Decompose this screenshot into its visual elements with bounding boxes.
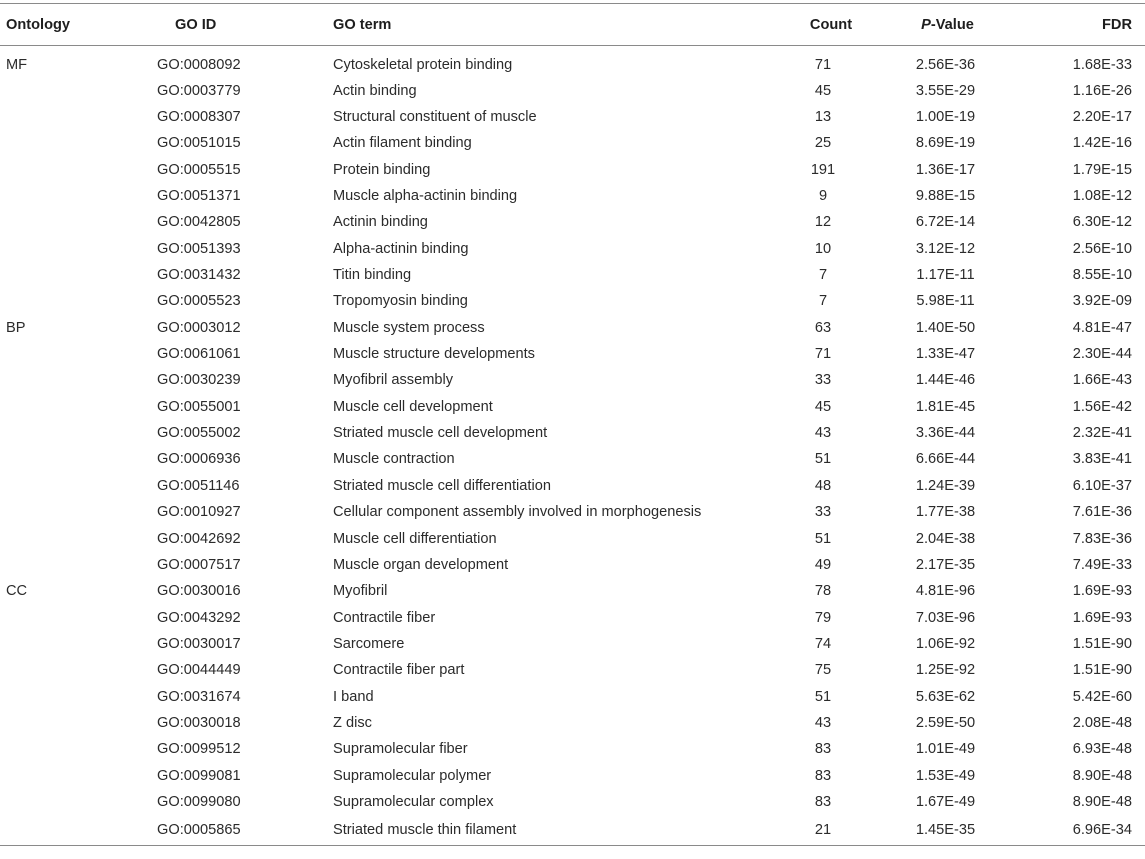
cell-p-value: 1.45E-35 bbox=[883, 815, 1008, 845]
cell-ontology bbox=[0, 236, 148, 262]
cell-fdr: 3.92E-09 bbox=[1072, 293, 1132, 310]
table-row bbox=[0, 736, 1145, 762]
cell-ontology bbox=[0, 499, 148, 525]
cell-count: 83 bbox=[814, 741, 832, 758]
cell-go-term: Muscle cell differentiation bbox=[333, 530, 497, 547]
cell-fdr: 2.30E-44 bbox=[1072, 346, 1132, 363]
cell-go-term: Myofibril assembly bbox=[333, 372, 454, 389]
cell-go-id: GO:0044449 bbox=[157, 662, 241, 679]
cell-go-id: GO:0003779 bbox=[157, 82, 241, 99]
cell-go-id: GO:0007517 bbox=[157, 556, 241, 573]
cell-count: 78 bbox=[814, 583, 832, 600]
cell-p-value: 6.66E-44 bbox=[915, 451, 976, 468]
cell-go-term: Cytoskeletal protein binding bbox=[333, 56, 513, 73]
cell-p-value: 1.01E-49 bbox=[915, 741, 976, 758]
cell-go-id: GO:0005523 bbox=[157, 293, 241, 310]
cell-go-term: Muscle system process bbox=[333, 319, 485, 336]
cell-ontology: BP bbox=[6, 319, 26, 336]
table-row bbox=[0, 789, 1145, 815]
cell-p-value: 3.12E-12 bbox=[915, 240, 976, 257]
cell-fdr: 7.49E-33 bbox=[1072, 556, 1132, 573]
cell-ontology bbox=[0, 762, 148, 788]
cell-go-term: Actinin binding bbox=[333, 214, 428, 231]
table-row bbox=[0, 446, 1145, 472]
header-p-value-rest: -Value bbox=[930, 16, 974, 33]
cell-fdr: 1.68E-33 bbox=[1072, 56, 1132, 73]
cell-p-value: 4.81E-96 bbox=[915, 583, 976, 600]
cell-go-term: Contractile fiber bbox=[333, 609, 436, 626]
cell-go-id: GO:0031432 bbox=[157, 267, 241, 284]
cell-count: 25 bbox=[814, 135, 832, 152]
cell-p-value: 1.53E-49 bbox=[915, 767, 976, 784]
cell-go-id: GO:0006936 bbox=[157, 451, 241, 468]
go-enrichment-table bbox=[0, 3, 1145, 846]
cell-go-term: Alpha-actinin binding bbox=[333, 240, 469, 257]
cell-go-id: GO:0051015 bbox=[157, 135, 241, 152]
table-row bbox=[0, 78, 1145, 104]
cell-go-id: GO:0030017 bbox=[157, 635, 241, 652]
table-row bbox=[0, 183, 1145, 209]
table-row bbox=[0, 473, 1145, 499]
cell-p-value: 2.17E-35 bbox=[915, 556, 976, 573]
cell-go-id: GO:0099512 bbox=[157, 741, 241, 758]
cell-ontology bbox=[0, 710, 148, 736]
cell-p-value: 1.44E-46 bbox=[915, 372, 976, 389]
cell-go-id: GO:0043292 bbox=[157, 609, 241, 626]
cell-count: 33 bbox=[814, 372, 832, 389]
table-row bbox=[0, 104, 1145, 130]
cell-ontology bbox=[0, 130, 148, 156]
cell-go-term: Striated muscle thin filament bbox=[333, 815, 763, 845]
cell-count: 75 bbox=[814, 662, 832, 679]
header-ontology: Ontology bbox=[0, 4, 148, 46]
cell-fdr: 8.55E-10 bbox=[1072, 267, 1132, 284]
cell-go-id: GO:0010927 bbox=[157, 504, 241, 521]
cell-ontology bbox=[0, 552, 148, 578]
cell-go-id: GO:0008307 bbox=[157, 109, 241, 126]
cell-ontology bbox=[0, 473, 148, 499]
table-row bbox=[0, 631, 1145, 657]
cell-go-id: GO:0051393 bbox=[157, 240, 241, 257]
table-row bbox=[0, 209, 1145, 235]
cell-go-term: Striated muscle cell development bbox=[333, 425, 548, 442]
cell-fdr: 1.79E-15 bbox=[1072, 161, 1132, 178]
cell-p-value: 1.77E-38 bbox=[915, 504, 976, 521]
cell-count: 83 bbox=[814, 767, 832, 784]
header-row bbox=[0, 4, 1145, 46]
table-row bbox=[0, 499, 1145, 525]
table-row bbox=[0, 762, 1145, 788]
cell-ontology bbox=[0, 367, 148, 393]
header-go-term: GO term bbox=[333, 4, 763, 46]
header-p-value bbox=[883, 4, 1008, 46]
cell-go-id: GO:0008092 bbox=[157, 56, 241, 73]
cell-go-id: GO:0031674 bbox=[157, 688, 241, 705]
cell-count: 48 bbox=[814, 477, 832, 494]
cell-go-term: Z disc bbox=[333, 714, 372, 731]
cell-count: 43 bbox=[814, 714, 832, 731]
cell-go-term: Supramolecular fiber bbox=[333, 741, 468, 758]
cell-ontology: MF bbox=[6, 56, 28, 73]
cell-fdr: 1.69E-93 bbox=[1072, 609, 1132, 626]
cell-fdr: 1.08E-12 bbox=[1072, 188, 1132, 205]
cell-count: 191 bbox=[810, 161, 836, 178]
cell-fdr: 8.90E-48 bbox=[1072, 767, 1132, 784]
table-row bbox=[0, 262, 1145, 288]
cell-count: 7 bbox=[818, 293, 828, 310]
cell-ontology bbox=[0, 104, 148, 130]
cell-p-value: 2.04E-38 bbox=[915, 530, 976, 547]
cell-fdr: 1.66E-43 bbox=[1072, 372, 1132, 389]
cell-p-value: 1.67E-49 bbox=[915, 793, 976, 810]
cell-count: 71 bbox=[814, 56, 832, 73]
cell-p-value: 1.36E-17 bbox=[915, 161, 976, 178]
cell-go-term: Contractile fiber part bbox=[333, 662, 465, 679]
cell-go-term: Protein binding bbox=[333, 161, 431, 178]
cell-go-term: Muscle cell development bbox=[333, 398, 493, 415]
cell-fdr: 1.69E-93 bbox=[1072, 583, 1132, 600]
cell-count: 45 bbox=[814, 398, 832, 415]
cell-go-id: GO:0030239 bbox=[157, 372, 241, 389]
cell-p-value: 1.06E-92 bbox=[915, 635, 976, 652]
cell-ontology bbox=[0, 209, 148, 235]
cell-fdr: 1.56E-42 bbox=[1072, 398, 1132, 415]
table-row bbox=[0, 157, 1145, 183]
cell-count: 13 bbox=[814, 109, 832, 126]
cell-count: 63 bbox=[814, 319, 832, 336]
cell-go-term: Titin binding bbox=[333, 267, 412, 284]
cell-fdr: 2.08E-48 bbox=[1072, 714, 1132, 731]
cell-go-term: I band bbox=[333, 688, 374, 705]
cell-count: 10 bbox=[814, 240, 832, 257]
cell-count: 43 bbox=[814, 425, 832, 442]
cell-fdr: 7.61E-36 bbox=[1072, 504, 1132, 521]
table-row bbox=[0, 367, 1145, 393]
cell-go-term: Actin filament binding bbox=[333, 135, 472, 152]
cell-fdr: 7.83E-36 bbox=[1072, 530, 1132, 547]
cell-count: 83 bbox=[814, 793, 832, 810]
cell-fdr: 1.51E-90 bbox=[1072, 662, 1132, 679]
cell-p-value: 7.03E-96 bbox=[915, 609, 976, 626]
cell-p-value: 6.72E-14 bbox=[915, 214, 976, 231]
table-row bbox=[0, 578, 1145, 604]
table-row bbox=[0, 525, 1145, 551]
cell-fdr: 6.30E-12 bbox=[1072, 214, 1132, 231]
cell-fdr: 4.81E-47 bbox=[1072, 319, 1132, 336]
cell-ontology bbox=[0, 262, 148, 288]
cell-go-id: GO:0051371 bbox=[157, 188, 241, 205]
cell-fdr: 8.90E-48 bbox=[1072, 793, 1132, 810]
cell-go-id: GO:0051146 bbox=[157, 477, 240, 494]
cell-ontology bbox=[0, 183, 148, 209]
cell-ontology bbox=[0, 157, 148, 183]
header-p-value-italic: P bbox=[921, 16, 931, 33]
cell-go-term: Tropomyosin binding bbox=[333, 293, 468, 310]
cell-fdr: 1.16E-26 bbox=[1072, 82, 1132, 99]
cell-count: 51 bbox=[814, 530, 832, 547]
cell-count: 9 bbox=[818, 188, 828, 205]
cell-go-id: GO:0055001 bbox=[157, 398, 241, 415]
cell-fdr: 6.96E-34 bbox=[1008, 815, 1145, 845]
cell-p-value: 1.24E-39 bbox=[915, 477, 976, 494]
header-go-id: GO ID bbox=[148, 4, 333, 46]
cell-count: 33 bbox=[814, 504, 832, 521]
cell-ontology bbox=[0, 288, 148, 314]
table-row bbox=[0, 657, 1145, 683]
table-body bbox=[0, 46, 1145, 846]
cell-count: 45 bbox=[814, 82, 832, 99]
cell-ontology: CC bbox=[6, 583, 28, 600]
cell-p-value: 3.55E-29 bbox=[915, 82, 976, 99]
cell-go-term: Actin binding bbox=[333, 82, 417, 99]
cell-go-id: GO:0030016 bbox=[157, 583, 241, 600]
cell-go-id: GO:0030018 bbox=[157, 714, 241, 731]
table-row bbox=[0, 604, 1145, 630]
cell-fdr: 3.83E-41 bbox=[1072, 451, 1132, 468]
cell-go-id: GO:0042805 bbox=[157, 214, 241, 231]
cell-go-term: Sarcomere bbox=[333, 635, 405, 652]
cell-p-value: 2.59E-50 bbox=[915, 714, 976, 731]
cell-go-id: GO:0003012 bbox=[157, 319, 241, 336]
cell-go-id: GO:0055002 bbox=[157, 425, 241, 442]
cell-p-value: 9.88E-15 bbox=[915, 188, 976, 205]
cell-go-id: GO:0005515 bbox=[157, 161, 241, 178]
cell-p-value: 2.56E-36 bbox=[915, 56, 976, 73]
cell-ontology bbox=[0, 736, 148, 762]
cell-count: 79 bbox=[814, 609, 832, 626]
cell-go-id: GO:0099080 bbox=[157, 793, 241, 810]
cell-ontology bbox=[0, 394, 148, 420]
cell-go-term: Striated muscle cell differentiation bbox=[333, 477, 551, 494]
cell-go-term: Muscle alpha-actinin binding bbox=[333, 188, 518, 205]
cell-p-value: 5.63E-62 bbox=[915, 688, 976, 705]
table-row bbox=[0, 130, 1145, 156]
cell-go-term: Supramolecular polymer bbox=[333, 767, 492, 784]
cell-go-term: Muscle contraction bbox=[333, 451, 455, 468]
cell-fdr: 6.93E-48 bbox=[1072, 741, 1132, 758]
table-row bbox=[0, 552, 1145, 578]
table-row bbox=[0, 315, 1145, 341]
cell-fdr: 2.56E-10 bbox=[1072, 240, 1132, 257]
cell-p-value: 8.69E-19 bbox=[915, 135, 976, 152]
cell-count: 71 bbox=[814, 346, 832, 363]
cell-fdr: 2.32E-41 bbox=[1072, 425, 1132, 442]
table-row bbox=[0, 46, 1145, 78]
cell-fdr: 5.42E-60 bbox=[1072, 688, 1132, 705]
cell-p-value: 1.25E-92 bbox=[915, 662, 976, 679]
cell-go-id: GO:0042692 bbox=[157, 530, 241, 547]
cell-ontology bbox=[0, 341, 148, 367]
table-row bbox=[0, 420, 1145, 446]
cell-p-value: 1.40E-50 bbox=[915, 319, 976, 336]
cell-go-term: Supramolecular complex bbox=[333, 793, 494, 810]
cell-ontology bbox=[0, 683, 148, 709]
cell-go-term: Structural constituent of muscle bbox=[333, 109, 537, 126]
cell-p-value: 1.81E-45 bbox=[915, 398, 976, 415]
cell-p-value: 1.00E-19 bbox=[915, 109, 976, 126]
cell-count: 7 bbox=[818, 267, 828, 284]
cell-count: 12 bbox=[814, 214, 832, 231]
table-row bbox=[0, 288, 1145, 314]
cell-fdr: 1.42E-16 bbox=[1072, 135, 1132, 152]
cell-fdr: 6.10E-37 bbox=[1072, 477, 1132, 494]
cell-count: 51 bbox=[814, 451, 832, 468]
table-row bbox=[0, 815, 1145, 845]
cell-ontology bbox=[0, 78, 148, 104]
table-header bbox=[0, 4, 1145, 46]
cell-count: 49 bbox=[814, 556, 832, 573]
cell-p-value: 1.33E-47 bbox=[915, 346, 976, 363]
cell-ontology bbox=[0, 446, 148, 472]
table-row bbox=[0, 683, 1145, 709]
table-row bbox=[0, 236, 1145, 262]
cell-p-value: 1.17E-11 bbox=[916, 267, 975, 284]
cell-go-id: GO:0005865 bbox=[148, 815, 333, 845]
table-row bbox=[0, 394, 1145, 420]
cell-go-term: Myofibril bbox=[333, 583, 388, 600]
cell-p-value: 3.36E-44 bbox=[915, 425, 976, 442]
cell-count: 51 bbox=[814, 688, 832, 705]
cell-go-term: Muscle organ development bbox=[333, 556, 509, 573]
cell-ontology bbox=[0, 420, 148, 446]
cell-p-value: 5.98E-11 bbox=[916, 293, 975, 310]
cell-fdr: 2.20E-17 bbox=[1072, 109, 1132, 126]
cell-go-term: Cellular component assembly involved in morphogenesis bbox=[333, 504, 702, 521]
cell-ontology bbox=[0, 631, 148, 657]
cell-ontology bbox=[0, 604, 148, 630]
cell-ontology bbox=[0, 815, 148, 845]
cell-go-id: GO:0061061 bbox=[157, 346, 241, 363]
cell-go-term: Muscle structure developments bbox=[333, 346, 535, 363]
cell-ontology bbox=[0, 657, 148, 683]
table-row bbox=[0, 341, 1145, 367]
header-count: Count bbox=[763, 4, 883, 46]
cell-count: 21 bbox=[763, 815, 883, 845]
header-fdr: FDR bbox=[1008, 4, 1145, 46]
cell-fdr: 1.51E-90 bbox=[1072, 635, 1132, 652]
cell-go-id: GO:0099081 bbox=[157, 767, 241, 784]
cell-ontology bbox=[0, 525, 148, 551]
cell-count: 74 bbox=[814, 635, 832, 652]
cell-ontology bbox=[0, 789, 148, 815]
table-row bbox=[0, 710, 1145, 736]
